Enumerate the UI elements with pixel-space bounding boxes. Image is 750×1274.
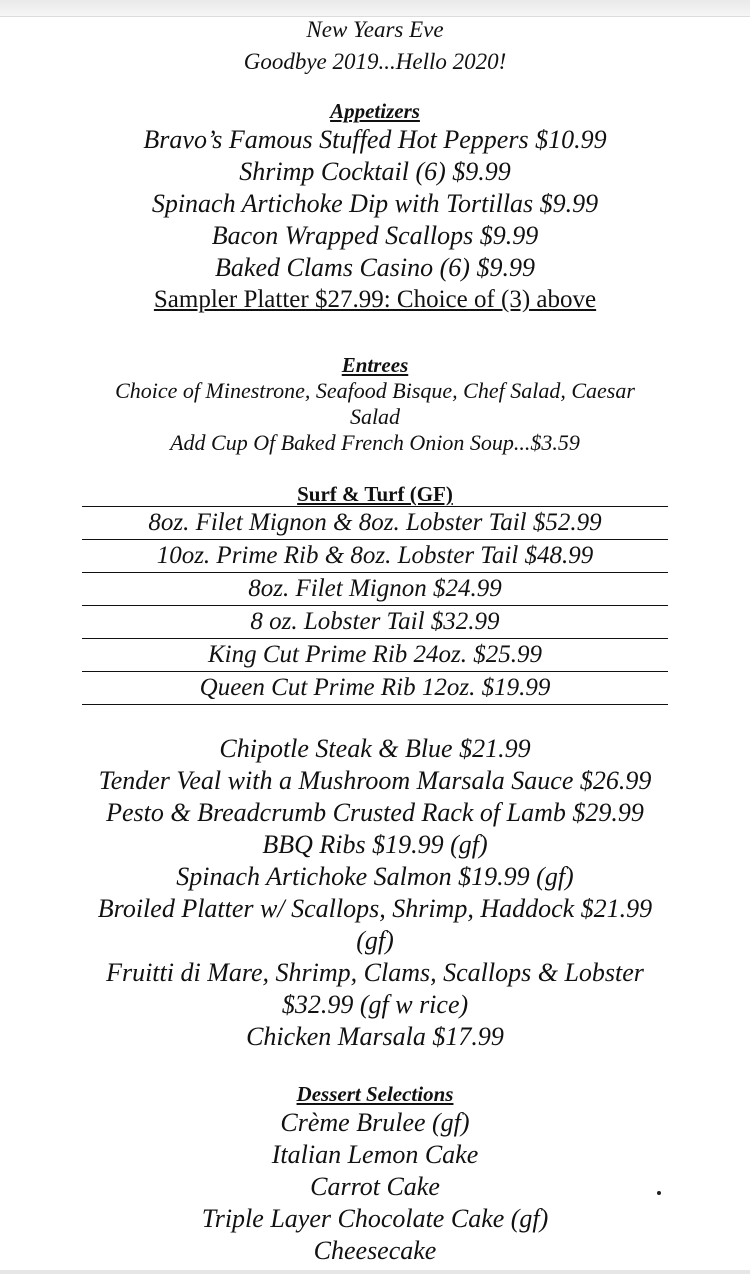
dessert-item: Cheesecake [313,1236,437,1265]
main-item: Fruitti di Mare, Shrimp, Clams, Scallops & Lobster [106,958,644,987]
dessert-item: Triple Layer Chocolate Cake (gf) [201,1204,549,1233]
main-item: BBQ Ribs $19.99 (gf) [262,830,488,859]
main-item: Broiled Platter w/ Scallops, Shrimp, Haddock $21.99 [97,894,653,923]
appetizer-item: Bacon Wrapped Scallops $9.99 [211,221,539,250]
surf-turf-item: 8oz. Filet Mignon & 8oz. Lobster Tail $52.99 [82,507,668,540]
menu-title: New Years Eve [306,17,444,42]
dessert-item: Carrot Cake [310,1172,440,1201]
main-item: $32.99 (gf w rice) [281,990,469,1019]
main-item: Spinach Artichoke Salmon $19.99 (gf) [176,862,574,891]
main-item: Chipotle Steak & Blue $21.99 [219,734,531,763]
surf-turf-item: 8 oz. Lobster Tail $32.99 [82,606,668,639]
dessert-item: Crème Brulee (gf) [280,1108,470,1137]
surf-turf-heading: Surf & Turf (GF) [297,482,453,506]
entree-choice-line: Salad [349,404,401,429]
surf-turf-item: 8oz. Filet Mignon $24.99 [82,573,668,606]
menu-document [0,14,750,1267]
dessert-item: Italian Lemon Cake [271,1140,479,1169]
menu-subtitle: Goodbye 2019...Hello 2020! [243,49,507,74]
appetizer-item: Baked Clams Casino (6) $9.99 [215,253,535,282]
entrees-heading: Entrees [341,353,409,377]
appetizer-item: Bravo’s Famous Stuffed Hot Peppers $10.99 [143,125,607,154]
main-item: Chicken Marsala $17.99 [246,1022,504,1051]
main-item: (gf) [356,926,394,955]
entree-choice-line: Choice of Minestrone, Seafood Bisque, Chef Salad, Caesar [115,378,635,403]
desserts-heading: Dessert Selections [296,1082,454,1106]
appetizer-item: Spinach Artichoke Dip with Tortillas $9.99 [151,189,599,218]
sampler-platter: Sampler Platter $27.99: Choice of (3) above [153,286,597,313]
surf-turf-item: 10oz. Prime Rib & 8oz. Lobster Tail $48.99 [82,540,668,573]
appetizer-item: Shrimp Cocktail (6) $9.99 [239,157,511,186]
appetizers-heading: Appetizers [330,99,420,123]
main-item: Tender Veal with a Mushroom Marsala Sauce $26.99 [98,766,652,795]
page-bottom-edge [0,1270,750,1274]
stray-dot [657,1191,661,1195]
entree-addon: Add Cup Of Baked French Onion Soup...$3.59 [170,430,580,455]
surf-turf-table [82,506,668,705]
surf-turf-item: King Cut Prime Rib 24oz. $25.99 [82,639,668,672]
surf-turf-item: Queen Cut Prime Rib 12oz. $19.99 [82,672,668,705]
main-item: Pesto & Breadcrumb Crusted Rack of Lamb $29.99 [106,798,644,827]
